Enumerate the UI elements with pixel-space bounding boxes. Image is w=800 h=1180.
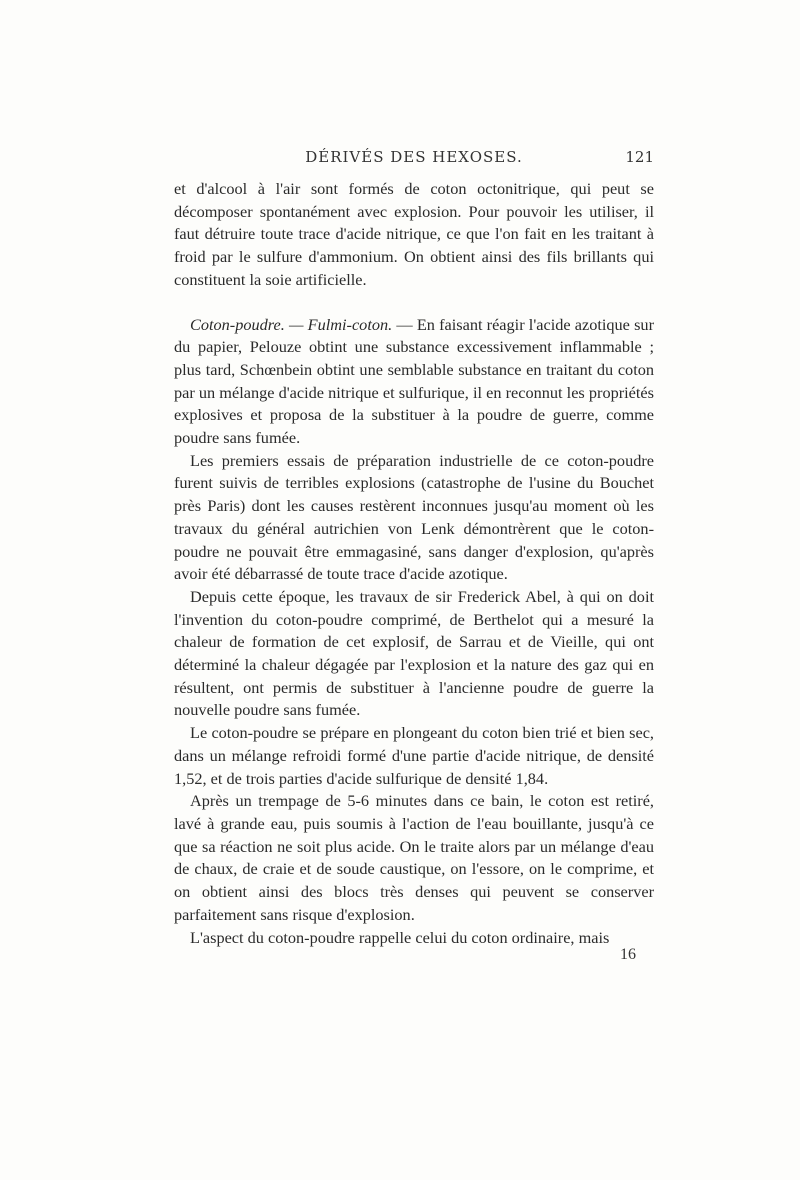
paragraph: Depuis cette époque, les travaux de sir Frederick Abel, à qui on doit l'invention du coton-poudre comprimé, de Berthelot qui a mesuré la chaleur de formation de cet explosif, de Sarrau et de Vieille, qui ont déterminé la chaleur dégagée par l'explosion et la nature des gaz qui en résultent, ont permis de substituer à l'ancienne poudre de guerre la nouvelle poudre sans fumée. <box>174 586 654 720</box>
paragraph: Les premiers essais de préparation industrielle de ce coton-poudre furent suivis de terribles explosions (catastrophe de l'usine du Bouchet près Paris) dont les causes restèrent inconnues jusqu'au moment où les travaux du général autrichien von Lenk démontrèrent que le coton-poudre ne pouvait être emmagasiné, sans danger d'explosion, qu'après avoir été débarrassé de toute trace d'acide azotique. <box>174 450 654 584</box>
paragraph: Le coton-poudre se prépare en plongeant du coton bien trié et bien sec, dans un mélange refroidi formé d'une partie d'acide nitrique, de densité 1,52, et de trois parties d'acide sulfurique de densité 1,84. <box>174 723 654 788</box>
signature-mark: 16 <box>620 946 636 963</box>
page-header <box>174 148 654 176</box>
paragraph: L'aspect du coton-poudre rappelle celui du coton ordinaire, mais <box>190 927 610 947</box>
section-paragraph <box>174 314 654 450</box>
body-text <box>174 178 654 949</box>
page-number: 121 <box>625 148 654 166</box>
paragraph: Après un trempage de 5-6 minutes dans ce bain, le coton est retiré, lavé à grande eau, puis soumis à l'action de l'eau bouillante, jusqu'à ce que sa réaction ne soit plus acide. On le traite alors par un mélange d'eau de chaux, de craie et de soude caustique, on l'essore, on le comprime, et on obtient ainsi des blocs très denses qui peuvent se conserver parfaitement sans risque d'explosion. <box>174 791 654 924</box>
running-head: DÉRIVÉS DES HEXOSES. <box>305 148 523 166</box>
section-title: Coton-poudre. — Fulmi-coton. <box>190 314 393 334</box>
paragraph: et d'alcool à l'air sont formés de coton octonitrique, qui peut se décomposer spontanément avec explosion. Pour pouvoir les utiliser, il faut détruire toute trace d'acide nitrique, ce que l'on fait en les traitant à froid par le sulfure d'ammonium. On obtient ainsi des fils brillants qui constituent la soie artificielle. <box>174 179 654 289</box>
section-paragraph-text: — En faisant réagir l'acide azotique sur du papier, Pelouze obtint une substance excessivement inflammable ; plus tard, Schœnbein obtint une semblable substance en traitant du coton par un mélange d'acide nitrique et sulfurique, il en reconnut les propriétés explosives et proposa de la substituer à la poudre de guerre, comme poudre sans fumée. <box>174 314 654 448</box>
